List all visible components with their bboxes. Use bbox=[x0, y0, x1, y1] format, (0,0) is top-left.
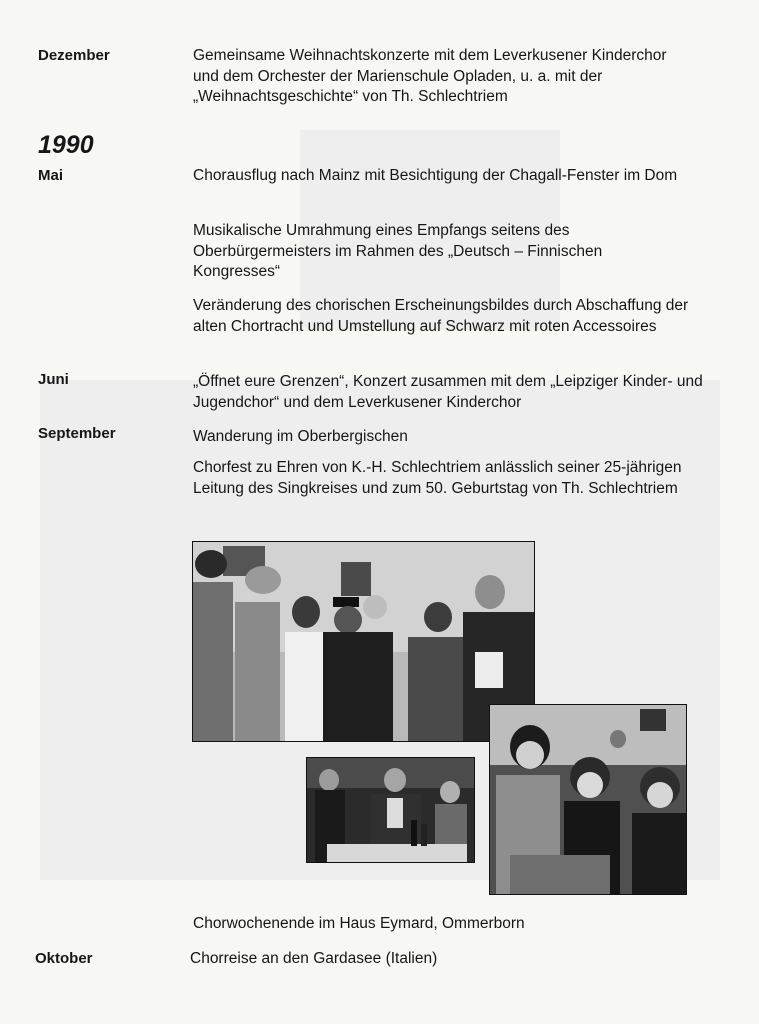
photo-dinner-table-image bbox=[307, 758, 474, 862]
entry-mai-1: Chorausflug nach Mainz mit Besichtigung der Chagall-Fenster im Dom bbox=[193, 167, 678, 184]
entry-september-2: Chorfest zu Ehren von K.-H. Schlechtriem anlässlich seiner 25-jährigen Leitung des Singkreises und zum 50. Geburtstag von Th. Schlechtriem bbox=[193, 459, 682, 497]
photo-women-laughing bbox=[489, 704, 687, 895]
entry-mai-2: Musikalische Umrahmung eines Empfangs seitens des Oberbürgermeisters im Rahmen des „Deutsch – Finnischen Kongresses“ bbox=[193, 222, 603, 280]
entry-dezember: Gemeinsame Weihnachtskonzerte mit dem Leverkusener Kinderchor und dem Orchester der Marienschule Opladen, u. a. mit der „Weihnachtsgeschichte“ von Th. Schlechtriem bbox=[193, 47, 667, 105]
entry-mai-3: Veränderung des chorischen Erscheinungsbildes durch Abschaffung der alten Chortracht und Umstellung auf Schwarz mit roten Accessoires bbox=[193, 297, 689, 335]
month-label-oktober: Oktober bbox=[35, 950, 93, 967]
month-label-dezember: Dezember bbox=[38, 47, 110, 64]
entry-juni: „Öffnet eure Grenzen“, Konzert zusammen mit dem „Leipziger Kinder- und Jugendchor“ und dem Leverkusener Kinderchor bbox=[193, 373, 703, 411]
photo-costume-party bbox=[192, 541, 535, 742]
year-heading: 1990 bbox=[38, 131, 94, 159]
month-label-september: September bbox=[38, 425, 116, 442]
month-label-juni: Juni bbox=[38, 371, 69, 388]
photo-dinner-table bbox=[306, 757, 475, 863]
entry-september-1: Wanderung im Oberbergischen bbox=[193, 428, 408, 445]
entry-chorwochenende: Chorwochenende im Haus Eymard, Ommerborn bbox=[193, 915, 525, 932]
photo-costume-party-image bbox=[193, 542, 534, 741]
entry-oktober: Chorreise an den Gardasee (Italien) bbox=[190, 950, 438, 967]
photo-women-laughing-image bbox=[490, 705, 686, 894]
month-label-mai: Mai bbox=[38, 167, 64, 184]
